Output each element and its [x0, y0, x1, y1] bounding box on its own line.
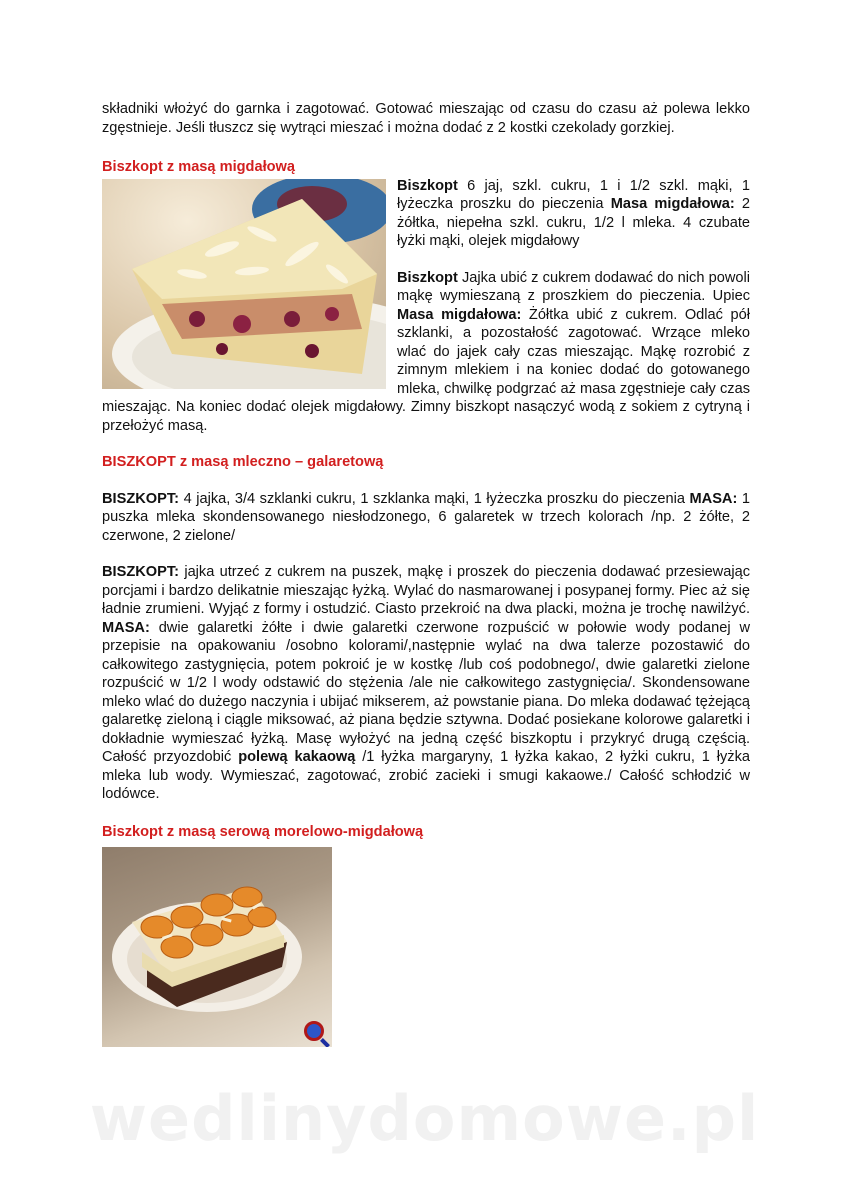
bold-masa: MASA: — [689, 490, 738, 507]
ingredients-text-2: 1 puszka mleka skondensowanego niesłodzonego, 6 galaretek w trzech kolorach /np. 2 żółte, 2 czerwone, 2 zielone/ — [102, 490, 750, 544]
bold-biszkopt: Biszkopt — [397, 269, 458, 286]
milk-jelly-ingredients — [102, 490, 750, 546]
recipe-title-cheese-apricot: Biszkopt z masą serową morelowo-migdałową — [102, 823, 424, 840]
bold-biszkopt: Biszkopt — [397, 177, 458, 194]
zoom-icon[interactable] — [304, 1021, 324, 1041]
ingredients-text-1: 6 jaj, szkl. cukru, 1 i 1/2 szkl. mąki, 1 łyżeczka proszku do pieczenia — [397, 177, 750, 212]
document-page — [102, 100, 750, 1047]
almond-cake-illustration — [102, 179, 386, 389]
milk-jelly-preparation — [102, 563, 750, 804]
apricot-cake-illustration — [102, 847, 332, 1047]
preparation-text-2: dwie galaretki żółte i dwie galaretki czerwone rozpuścić w połowie wody podanej w przepisie na opakowaniu /osobno kolorami/,następnie wylać na dwa talerze pozostawić do całkowitego zastygnięcia, potem pokroić je w kostkę /lub coś podobnego/, dwie galaretki zielone rozpuścić w 1/2 l wody odstawić do stężenia /ale nie całkowitego zastygnięcia/. Skondensowane mleko wlać do dużego naczynia i ubijać mikserem, aż powstanie piana. Do mleka dodawać tężejącą galaretkę zieloną i ciągle miksować, aż piana będzie sztywna. Dodać posiekane kolorowe galaretki i dokładnie wymieszać łyżką. Masę wyłożyć na jedną część biszkoptu i przykryć drugą częścią. Całość przyozdobić — [102, 619, 750, 765]
almond-cake-photo — [102, 179, 386, 389]
bold-biszkopt: BISZKOPT: — [102, 564, 180, 580]
bold-masa-migdalowa: Masa migdałowa: — [610, 196, 735, 212]
preparation-text-2: Żółtka ubić z cukrem. Odlać pół szklanki, a pozostałość zagotować. Wrzące mleko wlać do jajek cały czas mieszając. Mąkę rozrobić z zimnym mlekiem i na koniec dodać do gotowanego mleka, chwilkę podgrzać aż masa zgęstnieje cały czas mieszając. Na koniec dodać olejek migdałowy. Zimny biszkopt nasączyć wodą z sokiem z cytryną i przełożyć masą. — [102, 306, 750, 434]
recipe-title-almond: Biszkopt z masą migdałową — [102, 159, 296, 175]
bold-polewa-kakaowa: polewą kakaową — [238, 749, 356, 765]
watermark: wedlinydomowe.pl — [89, 1082, 760, 1155]
bold-masa: MASA: — [102, 619, 150, 636]
bold-masa-migdalowa: Masa migdałowa: — [397, 306, 522, 323]
ingredients-text-1: 4 jajka, 3/4 szklanki cukru, 1 szklanka mąki, 1 łyżeczka proszku do pieczenia — [179, 490, 690, 507]
apricot-cake-photo — [102, 847, 332, 1047]
preparation-text-3: /1 łyżka margaryny, 1 łyżka kakao, 2 łyżki cukru, 1 łyżka mleka lub wody. Wymieszać, zagotować, zrobić zacieki i smugi kakaowe./ Całość schłodzić w lodówce. — [102, 749, 751, 802]
intro-paragraph: składniki włożyć do garnka i zagotować. Gotować mieszając od czasu do czasu aż polewa lekko zgęstnieje. Jeśli tłuszcz się wytrąci mieszać i można dodać z 2 kostki czekolady gorzkiej. — [102, 101, 750, 136]
preparation-text-1: Jajka ubić z cukrem dodawać do nich powoli mąkę wymieszaną z proszkiem do pieczenia. Upiec — [397, 269, 750, 304]
bold-biszkopt: BISZKOPT: — [102, 490, 180, 507]
ingredients-text-2: 2 żółtka, niepełna szkl. cukru, 1/2 l mleka. 4 czubate łyżki mąki, olejek migdałowy — [397, 196, 750, 249]
preparation-text-1: jajka utrzeć z cukrem na puszek, mąkę i proszek do pieczenia dodawać przesiewając porcjami i bardzo delikatnie mieszając łyżką. Wylać do nasmarowanej i posypanej formy. Piec aż się ładnie zrumieni. Wyjąć z formy i ostudzić. Ciasto przekroić na dwa placki, można je trochę nawilżyć. — [102, 564, 750, 617]
recipe-title-milk-jelly: BISZKOPT z masą mleczno – galaretową — [102, 454, 384, 470]
